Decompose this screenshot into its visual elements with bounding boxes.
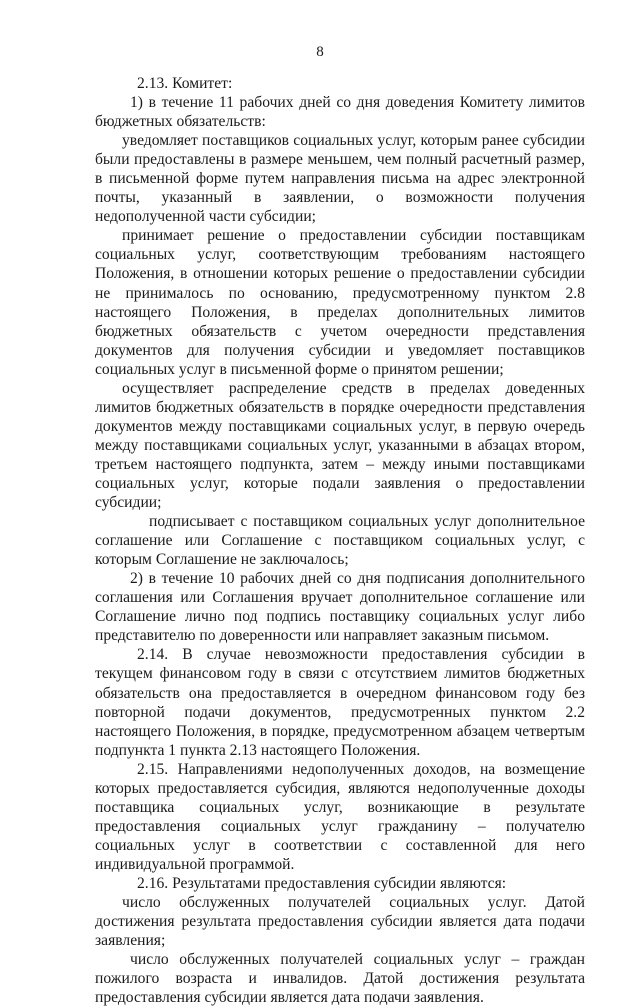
section-paragraph: 2.14. В случае невозможности предоставления субсидии в текущем финансовом году в связи с отсутствием лимитов бюджетных обязательств она предоставляется в очередном финансовом году без повторной подачи документов, предусмотренных пунктом 2.2 настоящего Положения, в порядке, предусмотренном абзацем четвертым подпункта 1 пункта 2.13 настоящего Положения.	[95, 646, 585, 759]
body-paragraph: принимает решение о предоставлении субсидии поставщикам социальных услуг, соответствующим требованиям настоящего Положения, в отношении которых решение о предоставлении субсидии не принималось по основанию, предусмотренному пунктом 2.8 настоящего Положения, в пределах дополнительных лимитов бюджетных обязательств с учетом очередности представления документов для получения субсидии и уведомляет поставщиков социальных услуг в письменной форме о принятом решении;	[95, 227, 585, 378]
body-paragraph: число обслуженных получателей социальных услуг. Датой достижения результата предоставления субсидии является дата подачи заявления;	[95, 894, 585, 950]
subsection-paragraph: 2) в течение 10 рабочих дней со дня подписания дополнительного соглашения или Соглашения вручает дополнительное соглашение или Соглашение лично под подпись поставщику социальных услуг либо представителю по доверенности или направляет заказным письмом.	[95, 570, 585, 645]
body-paragraph: уведомляет поставщиков социальных услуг, которым ранее субсидии были предоставлены в размере меньшем, чем полный расчетный размер, в письменной форме путем направления письма на адрес электронной почты, указанный в заявлении, о возможности получения недополученной части субсидии;	[95, 132, 585, 226]
section-paragraph: 2.16. Результатами предоставления субсидии являются:	[137, 874, 507, 892]
page-number: 8	[316, 44, 324, 60]
section-paragraph: 2.15. Направлениями недополученных доходов, на возмещение которых предоставляется субсидия, являются недополученные доходы поставщика социальных услуг, возникающие в результате предоставления социальных услуг гражданину – получателю социальных услуг в соответствии с составленной для него индивидуальной программой.	[95, 760, 585, 873]
subsection-paragraph: 1) в течение 11 рабочих дней со дня доведения Комитету лимитов бюджетных обязательств:	[95, 94, 585, 131]
body-paragraph: число обслуженных получателей социальных услуг – граждан пожилого возраста и инвалидов. Датой достижения результата предоставления субсидии является дата подачи заявления.	[95, 951, 585, 1007]
section-heading: 2.13. Комитет:	[137, 75, 233, 92]
document-body	[95, 74, 585, 1007]
body-paragraph: подписывает с поставщиком социальных услуг дополнительное соглашение или Соглашение с поставщиком социальных услуг, с которым Соглашение не заключалось;	[95, 513, 585, 569]
body-paragraph: осуществляет распределение средств в пределах доведенных лимитов бюджетных обязательств в порядке очередности представления документов между поставщиками социальных услуг, в первую очередь между поставщиками социальных услуг, указанными в абзацах втором, третьем настоящего подпункта, затем – между иными поставщиками социальных услуг, которые подали заявления о предоставлении субсидии;	[95, 379, 585, 512]
